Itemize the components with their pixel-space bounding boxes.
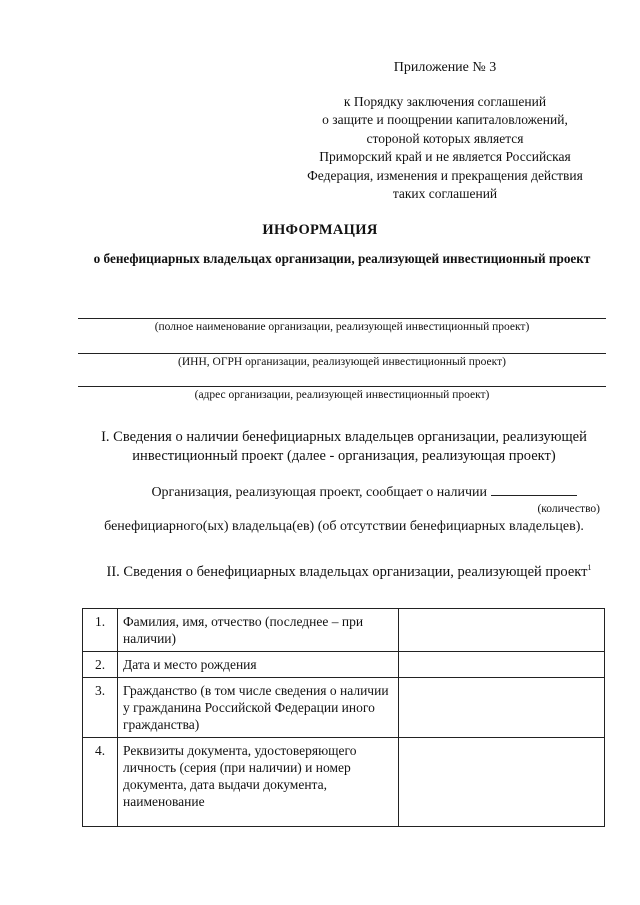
table-row xyxy=(83,738,605,827)
org-statement-line1: Организация, реализующая проект, сообщает о наличии xyxy=(151,485,488,500)
section-2-heading xyxy=(80,558,608,582)
row-value-cell[interactable] xyxy=(399,609,605,652)
appendix-header xyxy=(270,60,620,204)
table-row xyxy=(83,652,605,678)
address-caption: (адрес организации, реализующей инвестиционный проект) xyxy=(194,389,490,401)
quantity-blank xyxy=(491,495,577,496)
row-label: Гражданство (в том числе сведения о наличии у гражданина Российской Федерации иного гражданства) xyxy=(118,678,399,738)
row-value-cell[interactable] xyxy=(399,738,605,827)
table-row xyxy=(83,678,605,738)
org-name-field xyxy=(78,318,606,335)
quantity-caption: (количество) xyxy=(537,502,600,515)
row-label: Фамилия, имя, отчество (последнее – при наличии) xyxy=(118,609,399,652)
row-value-cell[interactable] xyxy=(399,652,605,678)
fill-in-line xyxy=(78,318,606,319)
inn-ogrn-caption: (ИНН, ОГРН организации, реализующей инвестиционный проект) xyxy=(178,356,506,368)
appendix-line: к Порядку заключения соглашений xyxy=(343,93,547,109)
org-statement-line1-wrap xyxy=(80,485,608,502)
row-label xyxy=(118,738,399,827)
row-number: 2. xyxy=(83,652,118,678)
org-statement-line2: бенефициарного(ых) владельца(ев) (об отсутствии бенефициарных владельцев). xyxy=(104,518,584,534)
appendix-line: таких соглашений xyxy=(392,186,498,202)
section-1-heading: I. Сведения о наличии бенефициарных владельцев организации, реализующей инвестиционный проект (далее - организация, реализующая проект) xyxy=(101,429,587,464)
row-number: 3. xyxy=(83,678,118,738)
appendix-line: о защите и поощрении капиталовложений, xyxy=(322,112,568,128)
appendix-line: Приморский край и не является Российская xyxy=(319,149,571,165)
section-2-text: II. Сведения о бенефициарных владельцах организации, реализующей проект xyxy=(106,563,588,580)
document-title: ИНФОРМАЦИЯ xyxy=(262,222,378,238)
fill-in-line xyxy=(78,386,606,387)
appendix-line: стороной которых является xyxy=(366,130,524,146)
appendix-line: Федерация, изменения и прекращения действия xyxy=(307,167,583,183)
fill-in-line xyxy=(78,353,606,354)
document-subtitle: о бенефициарных владельцах организации, реализующей инвестиционный проект xyxy=(93,251,591,266)
row-number: 4. xyxy=(83,738,118,827)
footnote-mark: 1 xyxy=(587,563,592,572)
appendix-number: Приложение № 3 xyxy=(393,60,497,75)
address-field xyxy=(78,386,606,403)
org-name-caption: (полное наименование организации, реализующей инвестиционный проект) xyxy=(154,321,530,333)
table-row xyxy=(83,609,605,652)
row-label-text: Реквизиты документа, удостоверяющего личность (серия (при наличии) и номер документа, дата выдачи документа, наименование xyxy=(123,743,357,809)
row-number: 1. xyxy=(83,609,118,652)
row-value-cell[interactable] xyxy=(399,678,605,738)
org-statement xyxy=(80,485,608,535)
inn-ogrn-field xyxy=(78,353,606,370)
row-label: Дата и место рождения xyxy=(118,652,399,678)
beneficiary-table xyxy=(82,608,605,827)
